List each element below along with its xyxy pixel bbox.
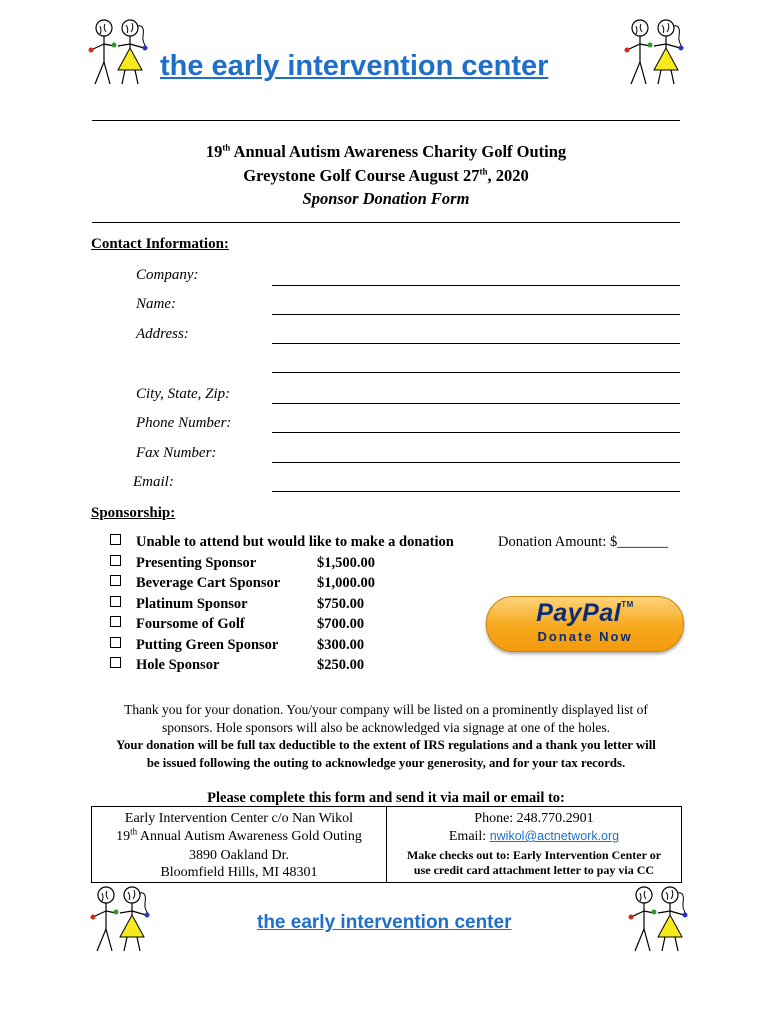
donate-now-label: Donate Now [537, 629, 633, 644]
checkbox[interactable] [110, 616, 121, 627]
paypal-donate-button[interactable] [486, 596, 684, 652]
checkbox[interactable] [110, 534, 121, 545]
footer-brand-title: the early intervention center [257, 912, 512, 933]
sponsor-option-platinum[interactable]: Platinum Sponsor $750.00 [110, 596, 248, 613]
mail-address-line2: 19th Annual Autism Awareness Gold Outing [116, 826, 362, 844]
thanks-text-line2: sponsors. Hole sponsors will also be acknowledged via signage at one of the holes. [161, 720, 611, 735]
sponsor-option-foursome[interactable]: Foursome of Golf $700.00 [110, 616, 245, 633]
city-state-zip-field[interactable] [272, 403, 680, 404]
sponsorship-heading: Sponsorship: [91, 505, 176, 521]
phone-label: Phone Number: [136, 415, 232, 431]
name-field[interactable] [272, 314, 680, 315]
event-title: 19th Annual Autism Awareness Charity Golf Outing [205, 142, 567, 161]
mail-address-line3: 3890 Oakland Dr. [189, 848, 289, 863]
fax-label: Fax Number: [136, 445, 217, 461]
email-field[interactable] [272, 491, 680, 492]
donation-amount[interactable]: Donation Amount: $_______ [498, 534, 668, 550]
email-label: Email: [133, 474, 174, 490]
address-field-line2[interactable] [272, 372, 680, 373]
company-label: Company: [136, 267, 199, 283]
form-name: Sponsor Donation Form [302, 189, 470, 208]
event-venue: Greystone Golf Course August 27th, 2020 [243, 166, 529, 185]
logo-figures-icon [88, 18, 150, 88]
email-link[interactable]: nwikol@actnetwork.org [489, 829, 620, 843]
tax-note-line1: Your donation will be full tax deductible to the extent of IRS regulations and a thank you letter will [116, 738, 656, 752]
contact-heading: Contact Information: [91, 236, 229, 252]
logo-figures-icon [624, 18, 686, 88]
brand-title: the early intervention center [160, 50, 549, 82]
logo-figures-icon [90, 885, 152, 955]
sponsor-option-putting-green[interactable]: Putting Green Sponsor $300.00 [110, 637, 278, 654]
logo-figures-icon [628, 885, 690, 955]
fax-field[interactable] [272, 462, 680, 463]
thanks-text-line1: Thank you for your donation. You/your company will be listed on a prominently displayed list of [124, 702, 648, 717]
sponsor-option-beverage-cart[interactable]: Beverage Cart Sponsor $1,000.00 [110, 575, 280, 592]
checkbox[interactable] [110, 555, 121, 566]
checkbox[interactable] [110, 657, 121, 668]
sponsor-option-hole[interactable]: Hole Sponsor $250.00 [110, 657, 219, 674]
name-label: Name: [136, 296, 176, 312]
address-label: Address: [136, 326, 189, 342]
checkbox[interactable] [110, 596, 121, 607]
checks-note-line1: Make checks out to: Early Intervention Center or [406, 848, 662, 862]
checkbox[interactable] [110, 575, 121, 586]
mail-address-line4: Bloomfield Hills, MI 48301 [160, 865, 318, 880]
checkbox[interactable] [110, 637, 121, 648]
mail-info-box [91, 806, 682, 883]
company-field[interactable] [272, 285, 680, 286]
mail-address-line1: Early Intervention Center c/o Nan Wikol [124, 811, 354, 826]
donation-only-option[interactable]: Unable to attend but would like to make a donation [110, 534, 454, 551]
tax-note-line2: be issued following the outing to acknowledge your generosity, and for your tax records. [146, 756, 626, 770]
mail-heading: Please complete this form and send it via mail or email to: [207, 790, 565, 806]
sponsor-option-presenting[interactable]: Presenting Sponsor $1,500.00 [110, 555, 256, 572]
contact-email: Email: nwikol@actnetwork.org [448, 829, 620, 844]
paypal-logo: PayPal™ [536, 599, 634, 627]
checks-note-line2: use credit card attachment letter to pay via CC [413, 863, 655, 877]
phone-field[interactable] [272, 432, 680, 433]
contact-phone: Phone: 248.770.2901 [474, 811, 594, 826]
address-field[interactable] [272, 343, 680, 344]
city-state-zip-label: City, State, Zip: [136, 386, 231, 402]
